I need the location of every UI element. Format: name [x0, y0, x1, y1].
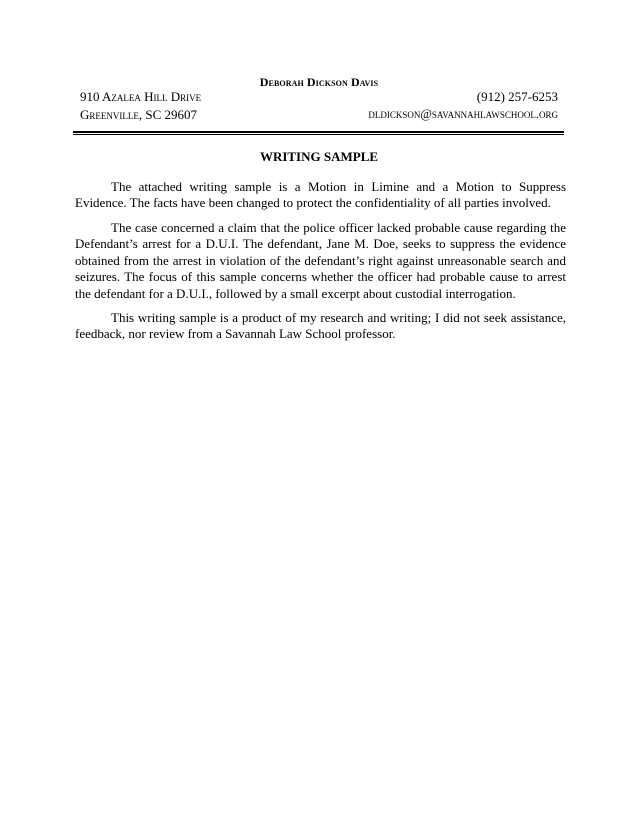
email-address: dldickson@savannahlawschool.org [368, 107, 558, 121]
phone-number: (912) 257-6253 [476, 89, 558, 104]
paragraph-2: The case concerned a claim that the police officer lacked probable cause regarding the Defendant’s arrest for a D.U.I. The defendant, Jane M. Doe, seeks to suppress the evidence obtained from the arrest in violation of the defendant’s right against unreasonable search and seizures. The focus of this sample concerns whether the officer had probable cause to arrest the defendant for a D.U.I., followed by a small excerpt about custodial interrogation. [75, 220, 566, 301]
document-title: WRITING SAMPLE [259, 149, 379, 164]
paragraph-1: The attached writing sample is a Motion in Limine and a Motion to Suppress Evidence. The facts have been changed to protect the confidentiality of all parties involved. [75, 179, 566, 211]
author-name: Deborah Dickson Davis [259, 75, 379, 89]
header-divider [73, 131, 564, 133]
address-line-2: Greenville, SC 29607 [80, 107, 198, 122]
header-divider-thin [73, 134, 564, 135]
paragraph-3: This writing sample is a product of my research and writing; I did not seek assistance, feedback, nor review from a Savannah Law School professor. [75, 310, 566, 342]
address-line-1: 910 Azalea Hill Drive [80, 89, 202, 104]
